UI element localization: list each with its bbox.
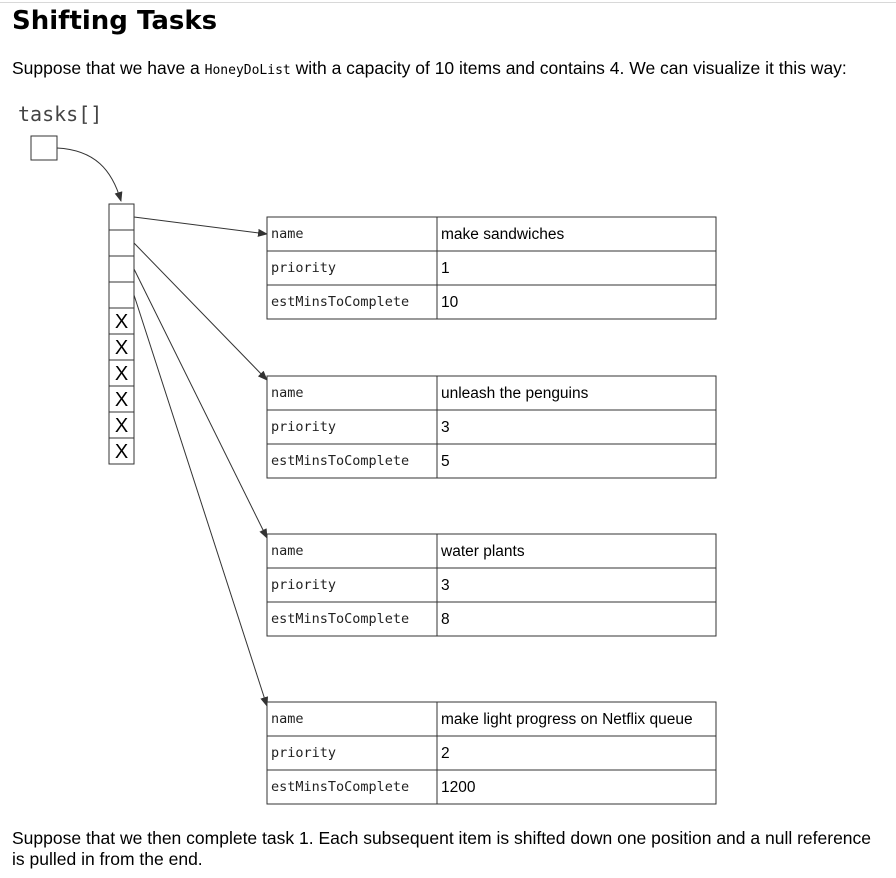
field-value: 3 <box>441 577 450 594</box>
field-name: name <box>271 711 304 727</box>
task-table <box>267 702 716 804</box>
field-value-cell <box>437 602 716 636</box>
array-cells <box>109 204 134 464</box>
field-name: priority <box>271 419 337 435</box>
class-name-code: HoneyDoList <box>204 63 291 78</box>
field-value-cell <box>437 410 716 444</box>
field-value: 10 <box>441 294 459 311</box>
null-marker: X <box>114 389 129 411</box>
field-value: 1200 <box>441 779 476 796</box>
field-value: 2 <box>441 745 450 762</box>
array-cell <box>109 282 134 308</box>
field-name: estMinsToComplete <box>271 453 410 469</box>
field-name: name <box>271 226 304 242</box>
field-value-cell <box>437 285 716 319</box>
field-value: 1 <box>441 260 450 277</box>
field-value-cell <box>437 251 716 285</box>
field-value: 3 <box>441 419 450 436</box>
outro-paragraph: Suppose that we then complete task 1. Each subsequent item is shifted down one position and a null reference is pulled in from the end. <box>12 828 872 869</box>
field-name: priority <box>271 745 337 761</box>
field-value-cell <box>437 736 716 770</box>
field-name: priority <box>271 577 337 593</box>
pointer-arrow <box>134 269 267 538</box>
field-value: 8 <box>441 611 450 628</box>
field-name: priority <box>271 260 337 276</box>
field-name: estMinsToComplete <box>271 779 410 795</box>
task-table <box>267 534 716 636</box>
intro-text-before: Suppose that we have a <box>12 58 205 78</box>
reference-arrow <box>57 148 121 201</box>
pointer-arrows <box>134 217 267 706</box>
null-marker: X <box>114 311 129 333</box>
array-cell <box>109 256 134 282</box>
intro-text-after: with a capacity of 10 items and contains 4. We can visualize it this way: <box>290 58 847 78</box>
null-marker: X <box>114 441 129 463</box>
field-value-cell <box>437 770 716 804</box>
pointer-arrow <box>134 217 267 234</box>
field-value-cell <box>437 444 716 478</box>
field-name: estMinsToComplete <box>271 294 410 310</box>
field-value-cell <box>437 568 716 602</box>
pointer-arrow <box>134 243 267 380</box>
pointer-arrow <box>134 295 267 706</box>
array-cell <box>109 204 134 230</box>
reference-box <box>31 136 57 160</box>
task-table <box>267 217 716 319</box>
null-marker: X <box>114 415 129 437</box>
null-marker: X <box>114 363 129 385</box>
task-table <box>267 376 716 478</box>
page-title: Shifting Tasks <box>12 6 218 36</box>
field-name: name <box>271 385 304 401</box>
task-tables <box>267 217 716 804</box>
array-variable-label: tasks[] <box>18 102 103 126</box>
field-value: make light progress on Netflix queue <box>441 711 693 728</box>
field-value: 5 <box>441 453 450 470</box>
field-value: make sandwiches <box>441 226 565 243</box>
field-value: unleash the penguins <box>441 385 589 402</box>
null-marker: X <box>114 337 129 359</box>
field-value: water plants <box>441 543 525 560</box>
field-name: estMinsToComplete <box>271 611 410 627</box>
field-name: name <box>271 543 304 559</box>
array-cell <box>109 230 134 256</box>
